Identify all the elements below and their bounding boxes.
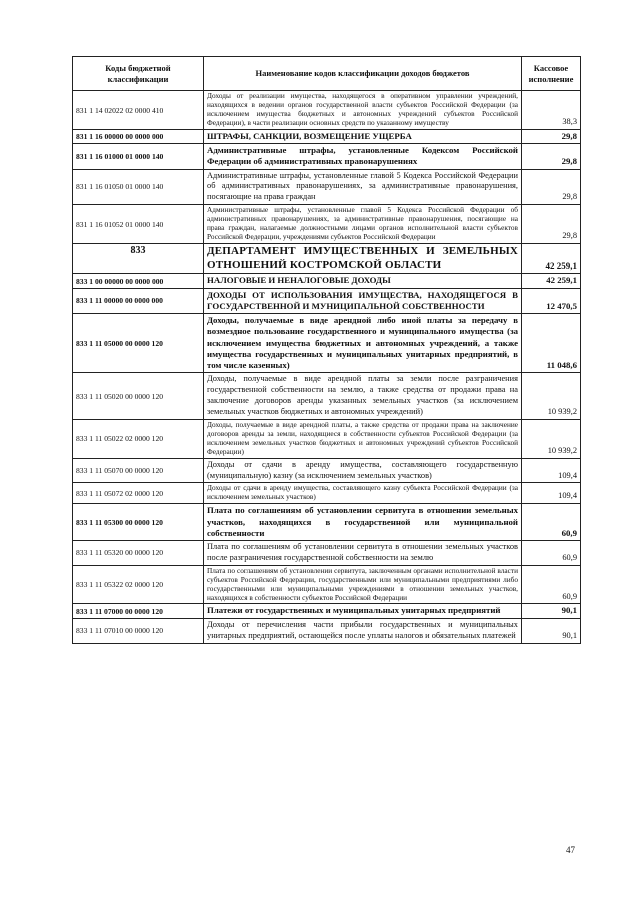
budget-code-cell: 833 1 11 05072 02 0000 120 <box>73 483 204 504</box>
revenue-name-cell: Доходы от сдачи в аренду имущества, составляющего казну субъекта Российской Федерации (за исключением земельных участков) <box>204 483 522 504</box>
revenue-name-cell: ДЕПАРТАМЕНТ ИМУЩЕСТВЕННЫХ И ЗЕМЕЛЬНЫХ ОТНОШЕНИЙ КОСТРОМСКОЙ ОБЛАСТИ <box>204 243 522 274</box>
table-body <box>73 91 581 643</box>
cash-amount-cell: 12 470,5 <box>522 288 581 314</box>
cash-amount-cell: 90,1 <box>522 604 581 618</box>
table-row <box>73 458 581 483</box>
page-number: 47 <box>566 845 575 855</box>
budget-code-cell: 833 1 00 00000 00 0000 000 <box>73 274 204 288</box>
header-name: Наименование кодов классификации доходов бюджетов <box>204 57 522 91</box>
budget-code-cell: 833 1 11 00000 00 0000 000 <box>73 288 204 314</box>
table-row <box>73 483 581 504</box>
budget-code-cell: 833 1 11 05322 02 0000 120 <box>73 565 204 604</box>
table-row <box>73 618 581 643</box>
cash-amount-cell: 60,9 <box>522 541 581 566</box>
table-row <box>73 169 581 205</box>
revenue-name-cell: ДОХОДЫ ОТ ИСПОЛЬЗОВАНИЯ ИМУЩЕСТВА, НАХОДЯЩЕГОСЯ В ГОСУДАРСТВЕННОЙ И МУНИЦИПАЛЬНОЙ СОБСТВЕННОСТИ <box>204 288 522 314</box>
budget-code-cell: 831 1 16 01050 01 0000 140 <box>73 169 204 205</box>
table-row <box>73 420 581 459</box>
revenue-name-cell: Доходы, получаемые в виде арендной платы за земли после разграничения государственной собственности на землю, а также средства от продажи права на заключение договоров аренды указанных земельных участков (за исключением земельных участков бюджетных и автономных учреждений) <box>204 373 522 420</box>
table-row <box>73 565 581 604</box>
cash-amount-cell: 38,3 <box>522 91 581 130</box>
cash-amount-cell: 10 939,2 <box>522 420 581 459</box>
budget-code-cell: 833 1 11 05022 02 0000 120 <box>73 420 204 459</box>
budget-code-cell: 831 1 16 01052 01 0000 140 <box>73 205 204 244</box>
cash-amount-cell: 29,8 <box>522 169 581 205</box>
budget-revenue-table <box>72 56 581 644</box>
revenue-name-cell: Доходы от сдачи в аренду имущества, составляющего государственную (муниципальную) казну (за исключением земельных участков) <box>204 458 522 483</box>
table-header-row <box>73 57 581 91</box>
table-row <box>73 373 581 420</box>
revenue-name-cell: Плата по соглашениям об установлении сервитута в отношении земельных участков после разграничения государственной собственности на землю <box>204 541 522 566</box>
budget-code-cell: 833 1 11 05000 00 0000 120 <box>73 314 204 373</box>
cash-amount-cell: 29,8 <box>522 205 581 244</box>
revenue-name-cell: Доходы, получаемые в виде арендной либо иной платы за передачу в возмездное пользование государственного и муниципального имущества (за исключением имущества бюджетных и автономных учреждений, а также имущества государственных и муниципальных унитарных предприятий, в том числе казенных) <box>204 314 522 373</box>
budget-code-cell: 833 1 11 05070 00 0000 120 <box>73 458 204 483</box>
budget-code-cell: 833 1 11 07010 00 0000 120 <box>73 618 204 643</box>
cash-amount-cell: 109,4 <box>522 458 581 483</box>
header-codes: Коды бюджетной классификации <box>73 57 204 91</box>
budget-table-container <box>72 56 580 644</box>
table-row <box>73 274 581 288</box>
budget-code-cell: 831 1 16 00000 00 0000 000 <box>73 129 204 143</box>
cash-amount-cell: 42 259,1 <box>522 243 581 274</box>
budget-code-cell: 833 1 11 05320 00 0000 120 <box>73 541 204 566</box>
table-row <box>73 314 581 373</box>
table-row <box>73 129 581 143</box>
cash-amount-cell: 11 048,6 <box>522 314 581 373</box>
cash-amount-cell: 29,8 <box>522 129 581 143</box>
budget-code-cell: 831 1 14 02022 02 0000 410 <box>73 91 204 130</box>
revenue-name-cell: Плата по соглашениям об установлении сервитута, заключенным органами исполнительной власти субъектов Российской Федерации, государственными или муниципальными предприятиями либо государственными или муниципальными учреждениями в отношении земельных участков, находящихся в собственности субъектов Российской Федерации <box>204 565 522 604</box>
table-row <box>73 504 581 541</box>
budget-code-cell: 833 1 11 07000 00 0000 120 <box>73 604 204 618</box>
table-row <box>73 144 581 170</box>
cash-amount-cell: 90,1 <box>522 618 581 643</box>
revenue-name-cell: Доходы, получаемые в виде арендной платы, а также средства от продажи права на заключение договоров аренды за земли, находящиеся в собственности субъектов Российской Федерации (за исключением земельных участков бюджетных и автономных учреждений субъектов Российской Федерации) <box>204 420 522 459</box>
budget-code-cell: 833 <box>73 243 204 274</box>
revenue-name-cell: НАЛОГОВЫЕ И НЕНАЛОГОВЫЕ ДОХОДЫ <box>204 274 522 288</box>
table-row <box>73 604 581 618</box>
revenue-name-cell: Административные штрафы, установленные главой 5 Кодекса Российской Федерации об административных правонарушениях, за административные правонарушения, посягающие на права граждан <box>204 169 522 205</box>
cash-amount-cell: 60,9 <box>522 565 581 604</box>
table-row <box>73 205 581 244</box>
table-row <box>73 288 581 314</box>
revenue-name-cell: Доходы от перечисления части прибыли государственных и муниципальных унитарных предприятий, остающейся после уплаты налогов и обязательных платежей <box>204 618 522 643</box>
table-row <box>73 91 581 130</box>
revenue-name-cell: Административные штрафы, установленные Кодексом Российской Федерации об административных правонарушениях <box>204 144 522 170</box>
table-row <box>73 243 581 274</box>
table-row <box>73 541 581 566</box>
cash-amount-cell: 29,8 <box>522 144 581 170</box>
revenue-name-cell: Доходы от реализации имущества, находящегося в оперативном управлении учреждений, находящихся в ведении органов государственной власти субъектов Российской Федерации (за исключением имущества бюджетных и автономных учреждений субъектов Российской Федерации), в части реализации основных средств по указанному имуществу <box>204 91 522 130</box>
revenue-name-cell: ШТРАФЫ, САНКЦИИ, ВОЗМЕЩЕНИЕ УЩЕРБА <box>204 129 522 143</box>
cash-amount-cell: 10 939,2 <box>522 373 581 420</box>
cash-amount-cell: 60,9 <box>522 504 581 541</box>
revenue-name-cell: Платежи от государственных и муниципальных унитарных предприятий <box>204 604 522 618</box>
revenue-name-cell: Административные штрафы, установленные главой 5 Кодекса Российской Федерации об административных правонарушениях, за административные правонарушения, посягающие на права граждан, налагаемые должностными лицами органов исполнительной власти субъектов Российской Федерации, учреждениями субъектов Российской Федерации <box>204 205 522 244</box>
budget-code-cell: 833 1 11 05300 00 0000 120 <box>73 504 204 541</box>
budget-code-cell: 831 1 16 01000 01 0000 140 <box>73 144 204 170</box>
budget-code-cell: 833 1 11 05020 00 0000 120 <box>73 373 204 420</box>
cash-amount-cell: 42 259,1 <box>522 274 581 288</box>
header-cash: Кассовое исполнение <box>522 57 581 91</box>
cash-amount-cell: 109,4 <box>522 483 581 504</box>
revenue-name-cell: Плата по соглашениям об установлении сервитута в отношении земельных участков, находящихся в государственной или муниципальной собственности <box>204 504 522 541</box>
